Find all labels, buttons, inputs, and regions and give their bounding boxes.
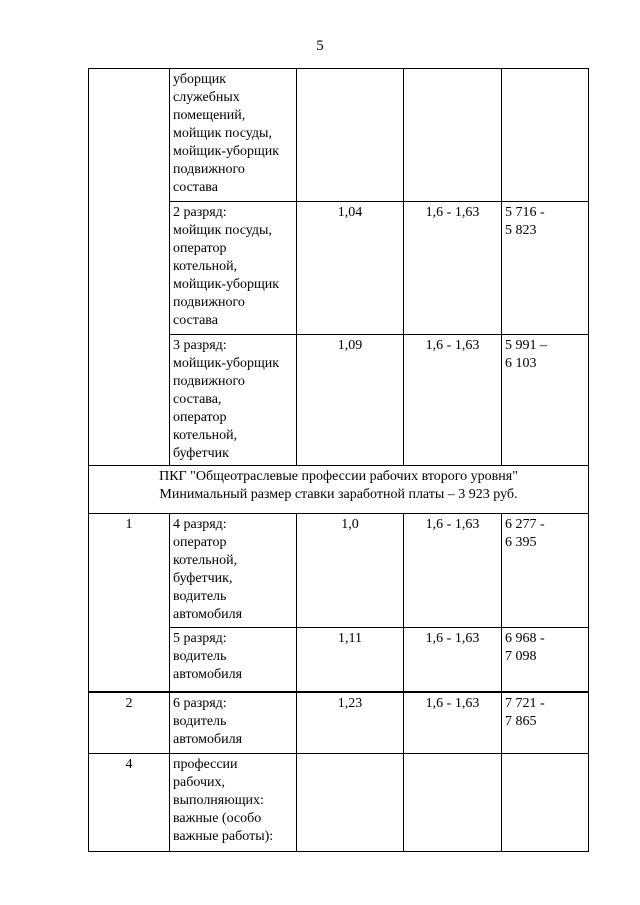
salary-cell bbox=[502, 335, 589, 466]
table-row bbox=[89, 692, 589, 754]
cell-line: 6 103 bbox=[505, 356, 537, 371]
cell-line: автомобиля bbox=[173, 607, 243, 622]
coefficient-cell bbox=[297, 69, 404, 202]
cell-line: буфетчик, bbox=[173, 571, 233, 586]
salary-cell bbox=[502, 202, 589, 335]
profession-cell bbox=[170, 69, 297, 202]
cell-line: мойщик посуды, bbox=[173, 126, 272, 141]
cell-line: водитель bbox=[173, 649, 227, 664]
section-heading-line-2: Минимальный размер ставки заработной платы – 3 923 руб. bbox=[159, 487, 518, 502]
wage-table bbox=[88, 68, 589, 852]
cell-line: котельной, bbox=[173, 259, 238, 274]
cell-line: 6 395 bbox=[505, 535, 537, 550]
profession-cell bbox=[170, 202, 297, 335]
cell-line: выполняющих: bbox=[173, 793, 264, 808]
cell-line: мойщик-уборщик bbox=[173, 144, 280, 159]
section-heading-line-1: ПКГ "Общеотраслевые профессии рабочих второго уровня" bbox=[159, 469, 518, 484]
cell-line: 6 968 - bbox=[505, 631, 545, 646]
table-row bbox=[89, 754, 589, 852]
range-cell: 1,6 - 1,63 bbox=[404, 335, 502, 466]
cell-line: мойщик-уборщик bbox=[173, 277, 280, 292]
cell-line: оператор bbox=[173, 535, 227, 550]
cell-line: 6 277 - bbox=[505, 517, 545, 532]
cell-line: состава, bbox=[173, 392, 222, 407]
cell-line: автомобиля bbox=[173, 667, 243, 682]
range-cell: 1,6 - 1,63 bbox=[404, 514, 502, 628]
cell-line: 7 098 bbox=[505, 649, 537, 664]
cell-line: рабочих, bbox=[173, 775, 226, 790]
cell-line: 7 865 bbox=[505, 713, 537, 729]
range-cell bbox=[404, 754, 502, 852]
cell-line: буфетчик bbox=[173, 446, 229, 461]
cell-line: подвижного bbox=[173, 374, 245, 389]
range-cell bbox=[404, 69, 502, 202]
profession-cell bbox=[170, 754, 297, 852]
cell-line: состава bbox=[173, 313, 218, 328]
table-row bbox=[89, 69, 589, 202]
cell-line: важные работы): bbox=[173, 829, 274, 844]
cell-line: мойщик посуды, bbox=[173, 223, 272, 238]
coefficient-cell bbox=[297, 754, 404, 852]
cell-line: профессии bbox=[173, 757, 238, 772]
coefficient-cell: 1,11 bbox=[297, 628, 404, 692]
cell-line: важные (особо bbox=[173, 811, 262, 826]
cell-line: состава bbox=[173, 180, 218, 195]
group-number-cell bbox=[89, 69, 170, 466]
cell-line: служебных bbox=[173, 90, 240, 105]
table-row bbox=[89, 514, 589, 628]
cell-line: 6 разряд: bbox=[173, 695, 227, 711]
cell-line: котельной, bbox=[173, 428, 238, 443]
section-heading bbox=[89, 466, 589, 514]
cell-line: оператор bbox=[173, 410, 227, 425]
cell-line: водитель bbox=[173, 713, 227, 729]
cell-line: котельной, bbox=[173, 553, 238, 568]
coefficient-cell: 1,0 bbox=[297, 514, 404, 628]
cell-line: 5 991 – bbox=[505, 338, 547, 353]
cell-line: мойщик-уборщик bbox=[173, 356, 280, 371]
group-number-cell: 4 bbox=[89, 754, 170, 852]
cell-line: подвижного bbox=[173, 162, 245, 177]
range-cell: 1,6 - 1,63 bbox=[404, 692, 502, 754]
salary-cell bbox=[502, 514, 589, 628]
cell-line: уборщик bbox=[173, 72, 227, 87]
range-cell: 1,6 - 1,63 bbox=[404, 202, 502, 335]
cell-line: 2 разряд: bbox=[173, 205, 227, 220]
coefficient-cell: 1,23 bbox=[297, 692, 404, 754]
salary-cell bbox=[502, 754, 589, 852]
section-heading-row bbox=[89, 466, 589, 514]
cell-line: 5 716 - bbox=[505, 205, 545, 220]
cell-line: водитель bbox=[173, 589, 227, 604]
cell-line: помещений, bbox=[173, 108, 246, 123]
profession-cell bbox=[170, 514, 297, 628]
range-cell: 1,6 - 1,63 bbox=[404, 628, 502, 692]
profession-cell bbox=[170, 628, 297, 692]
cell-line: автомобиля bbox=[173, 731, 243, 747]
profession-cell bbox=[170, 335, 297, 466]
cell-line: 4 разряд: bbox=[173, 517, 227, 532]
salary-cell bbox=[502, 628, 589, 692]
cell-line: 3 разряд: bbox=[173, 338, 227, 353]
page-number: 5 bbox=[316, 38, 324, 54]
profession-cell bbox=[170, 692, 297, 754]
cell-line: 5 823 bbox=[505, 223, 537, 238]
group-number-cell: 1 bbox=[89, 514, 170, 692]
cell-line: подвижного bbox=[173, 295, 245, 310]
coefficient-cell: 1,04 bbox=[297, 202, 404, 335]
salary-cell bbox=[502, 69, 589, 202]
coefficient-cell: 1,09 bbox=[297, 335, 404, 466]
salary-cell bbox=[502, 692, 589, 754]
group-number-cell: 2 bbox=[89, 692, 170, 754]
cell-line: оператор bbox=[173, 241, 227, 256]
cell-line: 7 721 - bbox=[505, 695, 545, 711]
cell-line: 5 разряд: bbox=[173, 631, 227, 646]
